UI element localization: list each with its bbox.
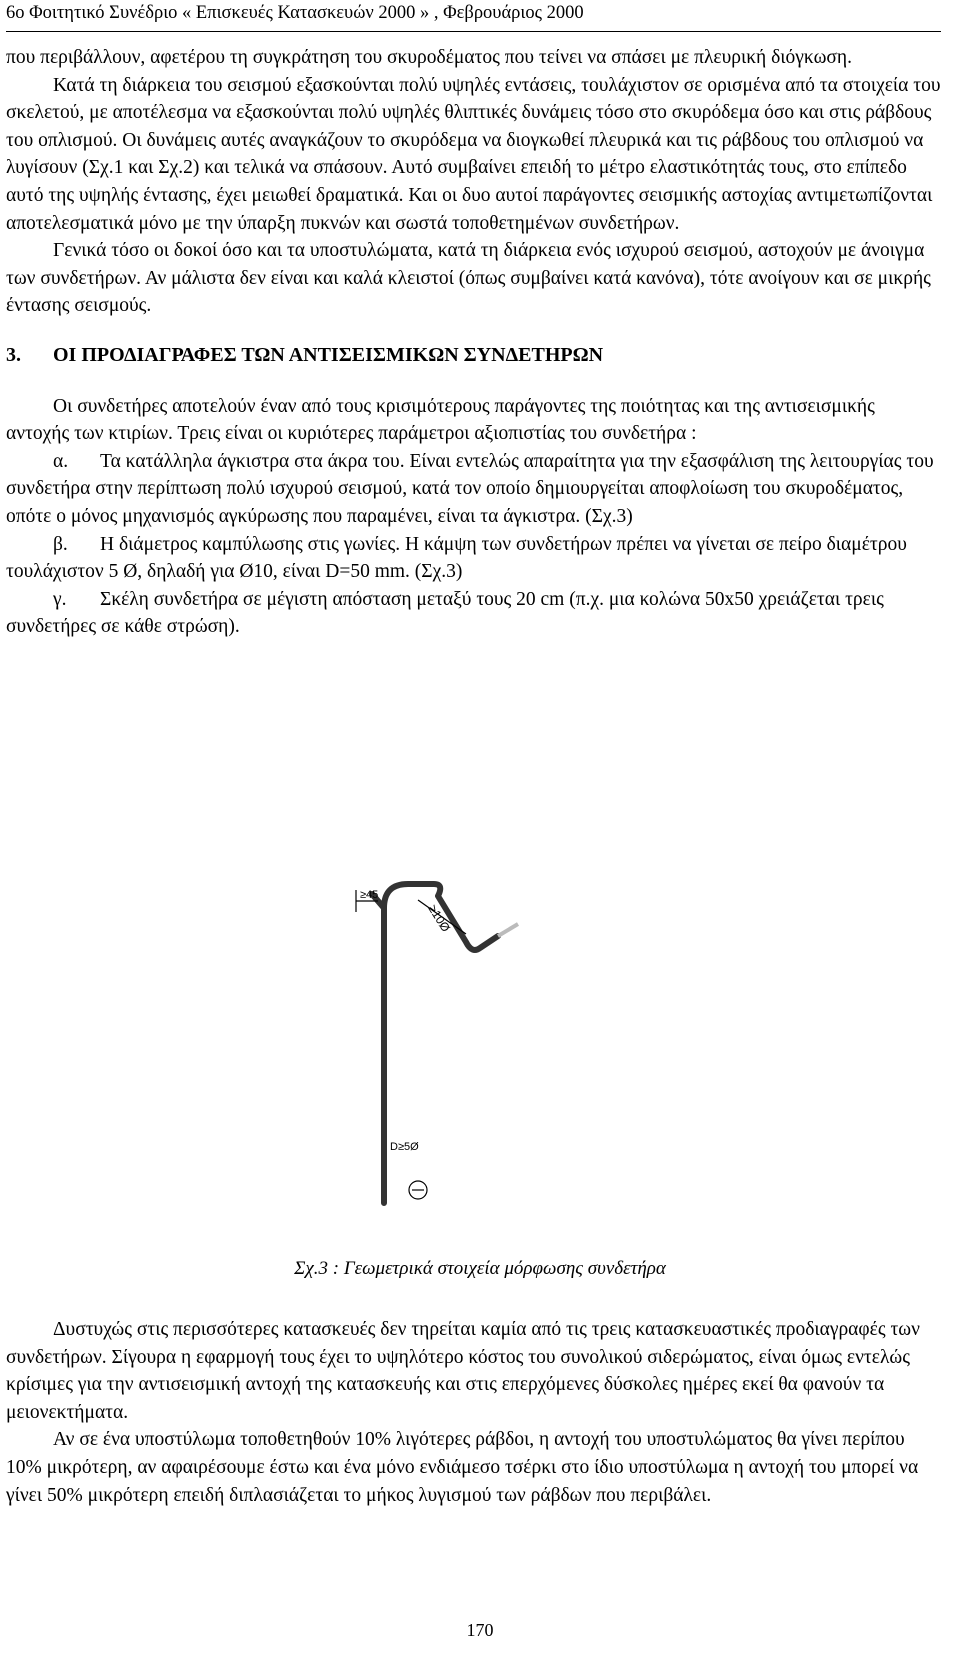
paragraph: Γενικά τόσο οι δοκοί όσο και τα υποστυλώματα, κατά τη διάρκεια ενός ισχυρού σεισμού, αστοχούν με άνοιγμα των συνδετήρων. Αν μάλιστα δεν είναι και καλά κλειστοί (όπως συμβαίνει κατά κανόνα), τότε ανοίγουν και σε μικρής έντασης σεισμούς. bbox=[6, 240, 931, 317]
section-number: 3. bbox=[6, 343, 21, 366]
page-number: 170 bbox=[466, 1620, 494, 1640]
lower-text-block bbox=[6, 1316, 941, 1509]
section-heading bbox=[6, 342, 941, 370]
figure-caption: Σχ.3 : Γεωμετρικά στοιχεία μόρφωσης συνδετήρα bbox=[294, 1258, 666, 1279]
stirrup-figure bbox=[348, 878, 548, 1218]
section-title: ΟΙ ΠΡΟΔΙΑΓΡΑΦΕΣ ΤΩΝ ΑΝΤΙΣΕΙΣΜΙΚΩΝ ΣΥΝΔΕΤΗΡΩΝ bbox=[53, 343, 604, 366]
list-item-text: Τα κατάλληλα άγκιστρα στα άκρα του. Είναι εντελώς απαραίτητα για την εξασφάλιση της λειτουργίας του συνδετήρα στην περίπτωση πολύ ισχυρού σεισμού, κατά τον οποίο δημιουργείται αποφλοίωση του σκυροδέματος, οπότε ο μόνος μηχανισμός αγκύρωσης που παραμένει, είναι τα άγκιστρα. (Σχ.3) bbox=[6, 450, 934, 527]
list-item-label: β. bbox=[53, 533, 68, 555]
list-item-label: α. bbox=[53, 450, 69, 472]
length-label: ≥10Ø bbox=[425, 902, 453, 935]
paragraph: που περιβάλλουν, αφετέρου τη συγκράτηση του σκυροδέματος που τείνει να σπάσει με πλευρική διόγκωση. bbox=[6, 47, 852, 68]
paragraph: Οι συνδετήρες αποτελούν έναν από τους κρισιμότερους παράγοντες της ποιότητας και της αντισεισμικής αντοχής των κτιρίων. Τρεις είναι οι κυριότερες παράμετροι αξιοπιστίας του συνδετήρα : bbox=[6, 395, 875, 445]
diameter-label: D≥5Ø bbox=[390, 1141, 419, 1153]
list-item bbox=[6, 586, 941, 641]
angle-label: ≥45 bbox=[360, 889, 379, 901]
list-item bbox=[6, 448, 941, 531]
header-rule bbox=[6, 31, 941, 32]
list-item-text: Σκέλη συνδετήρα σε μέγιστη απόσταση μεταξύ τους 20 cm (π.χ. μια κολώνα 50x50 χρειάζεται τρεις συνδετήρες σε κάθε στρώση). bbox=[6, 588, 884, 638]
list-item bbox=[6, 531, 941, 586]
list-item-label: γ. bbox=[53, 588, 67, 610]
paragraph: Κατά τη διάρκεια του σεισμού εξασκούνται πολύ υψηλές εντάσεις, τουλάχιστον σε ορισμένα από τα στοιχεία του σκελετού, με αποτέλεσμα να εξασκούνται πολύ υψηλές θλιπτικές δυνάμεις τόσο στο σκυρόδεμα όσο και στις ράβδους του οπλισμού. Οι δυνάμεις αυτές αναγκάζουν το σκυρόδεμα να διογκωθεί πλευρικά και τις ράβδους του οπλισμού να λυγίσουν (Σχ.1 και Σχ.2) και τελικά να σπάσουν. Αυτό συμβαίνει επειδή το μέτρο ελαστικότητάς τους, στο επίπεδο αυτό της υψηλής έντασης, έχει μειωθεί δραματικά. Και οι δυο αυτοί παράγοντες σεισμικής αστοχίας αντιμετωπίζονται αποτελεσματικά μόνο με την ύπαρξη πυκνών και σωστά τοποθετημένων συνδετήρων. bbox=[6, 74, 941, 234]
paragraph: Δυστυχώς στις περισσότερες κατασκευές δεν τηρείται καμία από τις τρεις κατασκευαστικές προδιαγραφές των συνδετήρων. Σίγουρα η εφαρμογή τους έχει το υψηλότερο κόστος του συνολικού σιδερώματος, είναι όμως εντελώς κρίσιμες για την αντισεισμική αντοχή της κατασκευής και στις επερχόμενες δύσκολες ημέρες εκεί θα φανούν τα μειονεκτήματα. bbox=[6, 1319, 920, 1423]
paragraph: Αν σε ένα υποστύλωμα τοποθετηθούν 10% λιγότερες ράβδοι, η αντοχή του υποστυλώματος θα γίνει περίπου 10% μικρότερη, αν αφαιρέσουμε έστω και ένα μόνο ενδιάμεσο τσέρκι στο ίδιο υποστύλωμα η αντοχή του μπορεί να γίνει 50% μικρότερη επειδή διπλασιάζεται το μήκος λυγισμού των ράβδων που περιβάλει. bbox=[6, 1429, 919, 1506]
list-item-text: Η διάμετρος καμπύλωσης στις γωνίες. Η κάμψη των συνδετήρων πρέπει να γίνεται σε πείρο διαμέτρου τουλάχιστον 5 Ø, δηλαδή για Ø10, είναι D=50 mm. (Σχ.3) bbox=[6, 533, 907, 583]
main-text-block bbox=[6, 44, 941, 641]
running-header: 6ο Φοιτητικό Συνέδριο « Επισκευές Κατασκευών 2000 » , Φεβρουάριος 2000 bbox=[6, 3, 584, 23]
